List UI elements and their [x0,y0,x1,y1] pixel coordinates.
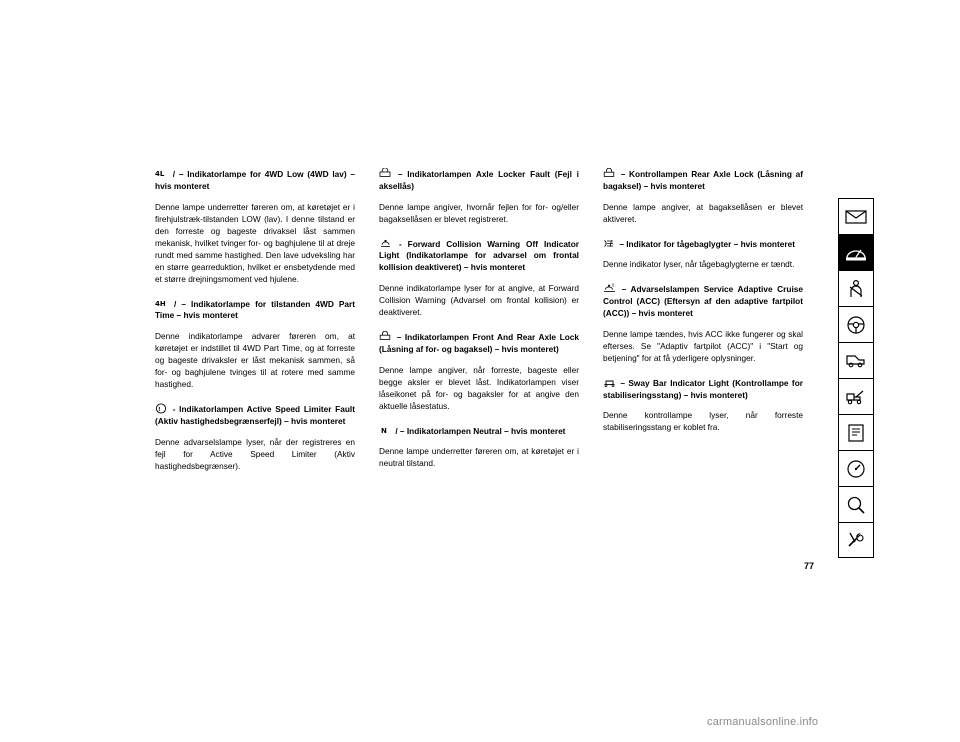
tab-tools[interactable] [838,522,874,558]
tab-driving[interactable] [838,342,874,378]
axle-locker-fault-icon [379,168,392,179]
heading-rear-axle-lock [603,168,803,193]
heading-4wd-part-time-text: / – Indikatorlampe for tilstanden 4WD Part Time – hvis monteret [155,298,355,321]
heading-service-acc-text: – Advarselslampen Service Adaptive Cruise Control (ACC) (Eftersyn af den adaptive fartpilot (ACC)) – hvis monteret [603,284,803,318]
body-fcw-off: Denne indikatorlampe lyser for at angive, at Forward Collision Warning (Advarsel om frontal kollision) er deaktiveret. [379,282,579,317]
body-front-rear-axle-lock: Denne lampe angiver, når forreste, bageste eller begge aksler er blevet låst. Indikatorlampen viser låseikonet på for- og bagaksler for at angive den aktuelle låsestatus. [379,364,579,411]
body-4wd-part-time: Denne indikatorlampe advarer føreren om, at køretøjet er indstillet til 4WD Part Time, og at forreste og bageste drivaksler er låst mekanisk sammen, så for- og baghjulene tvinges til at rotere med samme hastighed. [155,331,355,390]
gauge-icon [846,459,866,479]
active-speed-limiter-fault-icon [155,403,168,414]
heading-neutral [379,425,579,438]
entry-fcw-off [379,238,579,318]
svg-text:4H: 4H [155,299,166,308]
body-sway-bar: Denne kontrollampe lyser, når forreste stabiliseringsstang er koblet fra. [603,410,803,433]
steering-wheel-icon [846,315,866,335]
svg-text:!: ! [612,284,615,290]
entry-rear-fog-lamp [603,238,803,271]
service-adaptive-cruise-control-icon [603,283,616,294]
seatbelt-icon [846,279,866,299]
entry-active-speed-limiter-fault [155,403,355,472]
tab-dashboard[interactable] [838,234,874,270]
dashboard-icon [844,244,868,262]
body-active-speed-limiter-fault: Denne advarselslampe lyser, når der registreres en fejl for Active Speed Limiter (Aktiv hastighedsbegrænser). [155,436,355,471]
heading-neutral-text: / – Indikatorlampen Neutral – hvis monteret [395,425,566,436]
text-columns [155,168,805,485]
heading-sway-bar-text: – Sway Bar Indicator Light (Kontrollampe for stabiliseringsstang) – hvis monteret) [603,377,803,400]
tab-index[interactable] [838,486,874,522]
tab-safety[interactable] [838,270,874,306]
body-neutral: Denne lampe underretter føreren om, at køretøjet er i neutral tilstand. [379,446,579,469]
service-book-icon [846,423,866,443]
column-2 [379,168,579,485]
page-number: 77 [804,561,815,571]
tab-service[interactable] [838,414,874,450]
entry-rear-axle-lock [603,168,803,225]
heading-rear-fog-lamp-text: – Indikator for tågebaglygter – hvis monteret [619,238,795,249]
body-rear-fog-lamp: Denne indikator lyser, når tågebaglygterne er tændt. [603,259,795,270]
heading-rear-fog-lamp [603,238,803,251]
entry-axle-locker-fault [379,168,579,225]
heading-front-rear-axle-lock-text: – Indikatorlampen Front And Rear Axle Lock (Låsning af for- og bagaksel) – hvis monteret) [379,331,579,354]
heading-axle-locker-fault-text: – Indikatorlampen Axle Locker Fault (Fejl i aksellås) [379,169,579,191]
body-axle-locker-fault: Denne lampe angiver, hvornår fejlen for for- og/eller bagaksellåsen er blevet registreret. [379,201,579,224]
svg-text:N: N [381,426,387,435]
entry-service-acc [603,283,803,363]
rear-fog-lamp-icon [603,238,616,249]
heading-fcw-off-text: - Forward Collision Warning Off Indicator Light (Indikatorlampe for advarsel om frontal kollision deaktiveret) – hvis monteret [379,238,579,273]
rear-axle-lock-icon [603,168,616,179]
heading-active-speed-limiter-fault-text: - Indikatorlampen Active Speed Limiter Fault (Aktiv hastighedsbegrænserfejl) – hvis monteret [155,404,355,427]
heading-service-acc [603,283,803,319]
heading-4wd-low-text: / – Indikatorlampe for 4WD Low (4WD lav) – hvis monteret [155,169,355,191]
heading-axle-locker-fault [379,168,579,193]
tow-truck-icon [845,388,867,406]
tab-multimedia[interactable] [838,306,874,342]
tab-envelope[interactable] [838,198,874,234]
entry-4wd-part-time [155,298,355,391]
4wd-low-icon [155,168,168,179]
tab-emergency[interactable] [838,378,874,414]
heading-active-speed-limiter-fault [155,403,355,428]
magnifier-icon [846,495,866,515]
entry-neutral [379,425,579,470]
front-rear-axle-lock-icon [379,331,392,342]
svg-text:4L: 4L [155,170,165,178]
sway-bar-indicator-icon [603,377,616,388]
envelope-icon [845,209,867,225]
svg-text:!: ! [158,407,161,414]
entry-4wd-low [155,168,355,285]
heading-fcw-off [379,238,579,274]
car-road-icon [845,352,867,370]
column-3 [603,168,803,485]
footer-watermark: carmanualsonline.info [707,716,819,728]
entry-sway-bar [603,377,803,434]
4wd-part-time-icon [155,298,168,309]
body-service-acc: Denne lampe tændes, hvis ACC ikke fungerer og skal efterses. Se "Adaptiv fartpilot (ACC)" i "Start og betjening" for at få yderligere oplysninger. [603,328,803,363]
body-4wd-low: Denne lampe underretter føreren om, at køretøjet er i firehjulstræk-tilstanden LOW (lav). I denne tilstand er den forreste og bageste drivaksel låst sammen mekanisk, hvilket tvinger for- og baghjulene til at dreje rundt med samme hastighed. Den lave udveksling har en større gearreduktion, hvilket er ensbetydende med et større drejningsmoment ved hjulene. [155,201,355,284]
column-1 [155,168,355,485]
heading-rear-axle-lock-text: – Kontrollampen Rear Axle Lock (Låsning af bagaksel) – hvis monteret [603,169,803,191]
tools-icon [846,530,866,550]
section-tab-strip [838,198,874,558]
heading-4wd-low [155,168,355,193]
forward-collision-warning-off-icon [379,238,392,249]
heading-sway-bar [603,377,803,402]
neutral-n-icon [379,425,392,436]
heading-4wd-part-time [155,298,355,323]
body-rear-axle-lock: Denne lampe angiver, at bagaksellåsen er blevet aktiveret. [603,201,803,224]
heading-front-rear-axle-lock [379,331,579,356]
tab-specifications[interactable] [838,450,874,486]
entry-front-rear-axle-lock [379,331,579,412]
